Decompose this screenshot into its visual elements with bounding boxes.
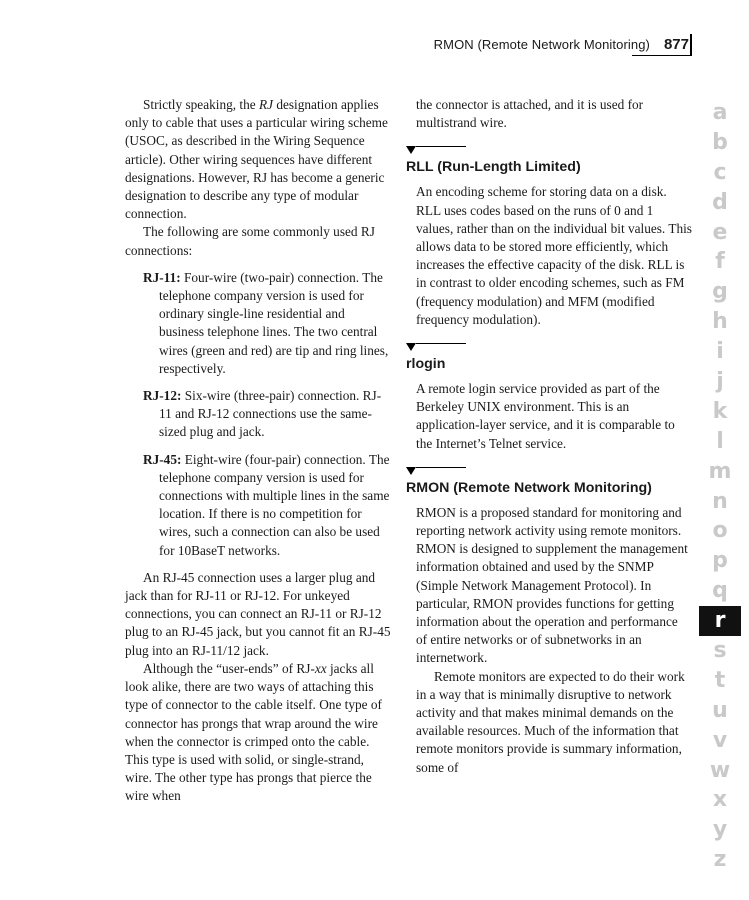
- thumb-index-letter-a: a: [712, 100, 728, 125]
- paragraph-rj45-size: An RJ-45 connection uses a larger plug and jack than for RJ-11 or RJ-12. For unkeyed connections, you can connect an RJ-11 or RJ-12 plug to an RJ-45 jack, but you cannot fit an RJ-45 plug into an RJ-11/12 jack.: [125, 569, 391, 658]
- rj-definition-list: [143, 269, 391, 560]
- thumb-index-letter-g: g: [712, 279, 728, 305]
- thumb-index-letter-m: m: [708, 458, 732, 484]
- entry-rmon: [406, 467, 692, 777]
- thumb-index-letter-q: q: [712, 578, 728, 604]
- thumb-index-letter-h: h: [712, 309, 728, 335]
- thumb-index-letter-n: n: [712, 488, 728, 514]
- thumb-index-letter-v: v: [712, 727, 728, 753]
- definition-item: RJ-11: Four-wire (two-pair) connection. The telephone company version is used for ordinary single-line residential and business telephone lines. The two central wires (green and red) are tip and ring lines, respectively.: [143, 269, 389, 376]
- entry-title: rlogin: [406, 356, 446, 373]
- thumb-index-letter-l: l: [716, 428, 724, 454]
- definition-item: RJ-12: Six-wire (three-pair) connection. RJ-11 and RJ-12 connections use the same-sized plug and jack.: [143, 388, 382, 440]
- thumb-index-letter-d: d: [712, 189, 728, 215]
- thumb-index-letter-f: f: [715, 249, 725, 275]
- thumb-index-letter-i: i: [716, 339, 724, 365]
- thumb-index-letter-e: e: [712, 219, 728, 245]
- triangle-marker-icon: [406, 343, 416, 351]
- entry-title: RLL (Run-Length Limited): [406, 159, 581, 176]
- thumb-index-letter-b: b: [712, 129, 728, 155]
- running-header: [434, 36, 692, 54]
- thumb-index-letter-k: k: [712, 398, 728, 424]
- thumb-index-letter-s: s: [713, 638, 727, 664]
- definition-item: RJ-45: Eight-wire (four-pair) connection. The telephone company version is used for connections with multiple lines in the same location. If there is no competition for wires, such a connection can also be used for 10BaseT networks.: [143, 451, 390, 558]
- entry-paragraph: A remote login service provided as part of the Berkeley UNIX environment. This is an application-layer service, and it is comparable to the Internet’s Telnet service.: [416, 381, 675, 451]
- thumb-index-letter-w: w: [709, 757, 731, 783]
- entry-paragraph: An encoding scheme for storing data on a disk. RLL uses codes based on the runs of 0 and 1 values, rather than on the individual bit values. This allows data to be stored more efficiently, which increases the effective capacity of the disk. RLL is in contrast to older encoding schemes, such as FM (frequency modulation) and MFM (modified frequency modulation).: [416, 184, 692, 327]
- thumb-index-letter-j: j: [716, 369, 724, 395]
- entry-marker: [406, 343, 692, 353]
- thumb-index-letter-y: y: [712, 817, 728, 843]
- page-number: 877: [663, 36, 689, 53]
- thumb-index: [699, 98, 741, 875]
- running-title: RMON (Remote Network Monitoring): [433, 37, 650, 52]
- paragraph-rj-intro: The following are some commonly used RJ connections:: [125, 224, 375, 258]
- thumb-index-letter-p: p: [712, 548, 728, 574]
- paragraph-user-ends: Although the “user-ends” of RJ-xx jacks all look alike, there are two ways of attaching this type of connector to the cable itself. One type of connector has prongs that wrap around the wire when the connector is crimped onto the cable. This type is used with solid, or single-strand, wire. The other type has prongs that pierce the wire when: [125, 660, 382, 804]
- paragraph-continuation: the connector is attached, and it is used for multistrand wire.: [416, 97, 644, 131]
- thumb-index-letter-r: r: [699, 606, 741, 636]
- header-rule-horizontal: [632, 55, 692, 56]
- entry-paragraph: Remote monitors are expected to do their work in a way that is minimally disruptive to network activity and that makes minimal demands on the available resources. Much of the information that remote monitors provide is summary information, some of: [416, 668, 685, 775]
- entry-paragraph: RMON is a proposed standard for monitoring and reporting network activity using remote monitors. RMON is designed to supplement the management information obtained and used by the SNMP (Simple Network Management Protocol). In particular, RMON provides functions for getting information about the operation and performance of entire networks or of subnetworks in an internetwork.: [416, 504, 688, 666]
- entry-marker: [406, 146, 692, 156]
- entry-rlogin: [406, 343, 692, 453]
- triangle-marker-icon: [406, 146, 416, 154]
- thumb-index-letter-o: o: [712, 518, 728, 544]
- thumb-index-letter-c: c: [713, 159, 727, 185]
- right-column: [406, 96, 692, 777]
- triangle-marker-icon: [406, 467, 416, 475]
- entry-title: RMON (Remote Network Monitoring): [406, 479, 652, 496]
- thumb-index-letter-z: z: [713, 847, 727, 873]
- entry-marker: [406, 467, 692, 477]
- header-rule-vertical: [690, 34, 692, 56]
- left-column: [125, 96, 391, 806]
- thumb-index-letter-u: u: [712, 697, 728, 723]
- thumb-index-letter-t: t: [714, 667, 726, 693]
- entry-rll: [406, 146, 692, 329]
- thumb-index-letter-x: x: [712, 787, 728, 813]
- paragraph-rj-designation: Strictly speaking, the RJ designation applies only to cable that uses a particular wiring scheme (USOC, as described in the Wiring Sequence article). Other wiring sequences have different designations. However, RJ has become a generic designation to describe any type of modular connection.: [125, 97, 388, 222]
